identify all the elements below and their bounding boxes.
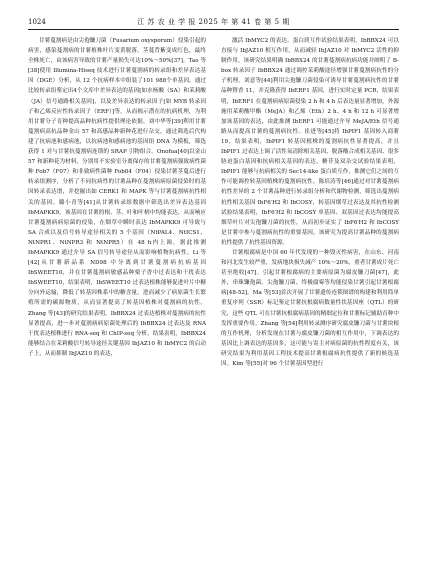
body-paragraph: 激活 IbMYC2 的表达。蛋白质互作试验结果表明，IbBBX24 可以直接与 IbJAZ10 相互作用，从而减轻 IbJAZ10 对 IbMYC2 活性的抑制作用，该研究结果明确 IbBBX24 的甘薯蔓割病抗病功能并阐明了 B-box 转录因子 IbBBX24 通过调控茉莉酸途径增强甘薯蔓割病抗性的分子机理。刘意等[44]利用尖孢镰刀菌侵染可诱导甘薯蔓割病抗性的甘薯品种暨香 11，并克隆获得 IbERF1 基因，进行实时定量 PCR，结果表明，IbERF1 在蔓割病病原菌侵染 2 h 和 4 h 后表达量显著增加，外源施用茉莉酸甲酯（MeJA）和乙烯（Eth）2 h、4 h 和 12 h 可显著增加该基因的表达，由此推测 IbERF1 可能通过介导 MeJA/Eth 信号通路从而提高甘薯的蔓割病抗性。崔进等[45]将 IbPIF1 基因转入商薯 19，结果表明，IbPIF1 转基因植株的蔓割病抗性显著提高，并且 IbPIF1 过表达上调了活性氧清除相关基因、脱落酸合成相关基因、很多胁迫蛋白基因和抗病相关基因的表达，糖苷及双杂交试验结果表明，IbPIF1 能够与抗病相关的 Sec14-like 蛋白质互作，推测它们之间的互作可能调控转基因植株的蔓割病抗性。陈培涛等[46]通过对甘薯蔓割病抗性差异的 2 个甘薯品种进行转录组分析和代谢物检测，筛选出蔓割病抗性相关基因 IbF6′H2 和 IbCOSY，转基因烟草过表达及其抗性检测试验结果表明，IbF6′H2 和 IbCOSY 单基因、双基因过表达均能提高烟草叶片对尖孢镰刀菌的抗性，从而初步证实了 IbF6′H2 和 IbCOSY 是甘薯中参与蔓割病抗性的重要基因，该研究为提高甘薯品种的蔓割病抗性提供了抗性基因资源。 — [221, 38, 399, 246]
right-column — [221, 36, 399, 556]
left-column — [28, 36, 206, 556]
running-header — [28, 18, 399, 28]
page-number: 1024 — [28, 18, 46, 26]
body-paragraph: 甘薯根腐病是中国 60 年代发现的一种毁灭性病害，在山东、河南和河北发生较严重，发病地块损失减产 10%～20%，重者甘薯成片死亡甚至绝收[47]。引起甘薯根腐病的主要病原菌为腐皮镰刀菌[47]，此外，串珠镰孢菌、尖孢镰刀菌、终极腐霉等均能侵染甘薯引起甘薯根腐病[48-52]。Ma 等[53]首次开展了甘薯遗传连锁图谱的构建和利用简单重复序列（SSR）标记鉴定甘薯抗根腐病数量性状基因座（QTL）的研究，这些 QTL 可在甘薯抗根腐病基因的精细定位和甘薯标记辅助育种中发挥重要作用。Zhang 等[54]利用转录测序研究腐皮镰刀菌与甘薯块根的互作机理，分析发现在甘薯与腐皮镰刀菌的相互作用中，下调表达的基因比上调表达的基因多，这可能与寄主对病原菌的抗性程度有关，该研究结果为利用基因工程技术提高甘薯根腐病抗性提供了新的候选基因。Kim 等[55]对 96 个甘薯基因型进行 — [221, 249, 399, 367]
header-rule — [28, 29, 399, 30]
journal-issue: 江 苏 农 业 学 报 2025 年 第 41 卷 第 5 期 — [137, 18, 290, 26]
body-paragraph: 甘薯蔓割病是由尖孢镰刀菌（Fusarium oxysporum）侵染引起的病害，感染蔓割病的甘薯植株叶片变黄脱落，茎蔓背紫变成红色，最终全株死亡，由该病害导致的甘薯产量损失可达10%～50%[37]。Tao 等[38]使用 Illumina-Hiseq 技术进行甘薯蔓割病的转录组和差异表达基因（DGE）分析，从 12 个抗病样本中组装了101 988个单基因，通过比较转录组鉴定出4个文库中差异表达的基因[如水杨酸（SA）和茉莉酸（JA）信号通路相关基因]，以及差异表达的转录因子[如 MYB 转录因子和乙烯反应性转录因子（ERF）]等，从而揭示潜在的抗病机理，为利用甘薯分子育种提高品种抗病性提供理论依据。刘中华等[39]利用甘薯蔓割病高抗品种金山 57 和高感品种新种花进行杂交，通过筛选后代构建了抗病池和感病池，以抗病池和感病池的基因组 DNA 为模板，筛选获得 1 对与甘薯抗蔓割病连锁的 SRAP 引物组合。Onofua[40]以金山 57 和新种花为材料，分别用不实验室分离保存的甘薯蔓割病强致病性菌种 Fob7（F07）和非致病性菌种 Fob04（F04）侵染甘薯茎蔓后进行转录组测序，分析了不同抗病性的甘薯品种在蔓割病病原菌侵染时的基因转录表达谱，并挖掘出如 CERK1 和 MAPK 等与甘薯蔓割病抗性相关的基因。璐小青等[41]从甘薯转录组数据中筛选出差异表达基因 IbMAPKK9，该基因在甘薯的根、茎、叶和叶柄中均能表达，从而响应甘薯蔓割病病原菌的侵染，在烟草中瞬时表达 IbMAPKK9 可导致与 SA 合成以及信号转导途径相关的 5 个基因（NtPAL4、NtICS1、NtNPR1、NtNPR3 和 NtNPR5）在 48 h内上调，据此推测 IbMAPKK9 通过介导 SA 信号转导途径从而影响植物抗病性。Li 等[42]从甘薯新品系 ND98 中分离到甘薯蔓割病抗病基因 IbSWEET10，并在甘薯蔓割病敏感品种栗子香中过表达和干扰表达 IbSWEET10，结果表明，IbSWEET10 过表达植株能够促进叶片中糖分向外运输，降低了转基因株系中的糖含量，进而减少了病原菌生长繁殖所需的碳源物质，从而显著提高了转基因植株对蔓割病的抗性。Zhang 等[43]的研究结果表明，IbBBX24 过表达植株对蔓割病的抗性显著提高，进一步对蔓割病病原菌处理后的 IbBBX24 过表达及 RNA 干扰表达植株进行 RNA-seq 和 ChIP-seq 分析，结果表明，IbBBX24 能够结合在茉莉酸信号转导途径关键基因 IbJAZ10 和 IbMYC2 的启动子上，从而抑制 IbJAZ10 的表达， — [28, 38, 206, 357]
